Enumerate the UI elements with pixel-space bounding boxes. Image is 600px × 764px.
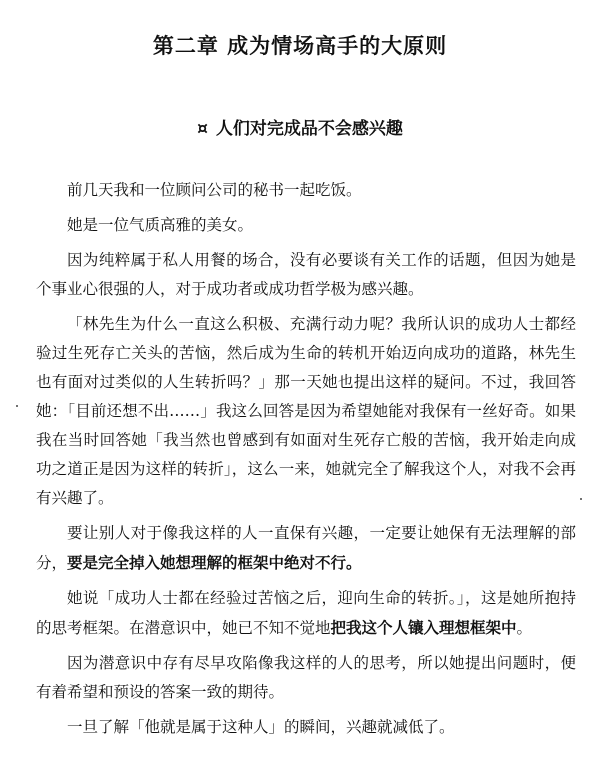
- paragraph-6-text: 她说「成功人士都在经验过苦恼之后，迎向生命的转折。」，这是她所抱持的思考框架。在潜意识中，她已不知不觉地: [36, 589, 576, 637]
- paragraph-5-emphasis: 要是完全掉入她想理解的框架中绝对不行。: [67, 553, 362, 572]
- paragraph-4: 「林先生为什么一直这么积极、充满行动力呢？我所认识的成功人士都经验过生死存亡关头的苦恼，然后成为生命的转机开始迈向成功的道路，林先生也有面对过类似的人生转折吗？」那一天她也提出这样的疑问。不过，我回答她：「目前还想不出……」我这么回答是因为希望她能对我保有一丝好奇。如果我在当时回答她「我当然也曾感到有如面对生死存亡般的苦恼，我开始走向成功之道正是因为这样的转折」，这么一来，她就完全了解我这个人，对我不会再有兴趣了。: [36, 315, 576, 507]
- chapter-title: 第二章 成为情场高手的大原则: [152, 34, 448, 58]
- paragraph-6: [36, 584, 576, 643]
- paragraph-6-end: 。: [516, 619, 533, 637]
- paragraph-6-emphasis: 把我这个人镶入理想框架中: [330, 618, 517, 637]
- paragraph-8: 一旦了解「他就是属于这种人」的瞬间，兴趣就减低了。: [67, 718, 455, 736]
- paragraph-7: 因为潜意识中存有尽早攻陷像我这样的人的思考，所以她提出问题时，便有着希望和预设的答案一致的期待。: [36, 654, 576, 701]
- body-text: [36, 176, 576, 748]
- section-heading: [0, 114, 600, 139]
- paragraph-1: 前几天我和一位顾问公司的秘书一起吃饭。: [67, 181, 362, 199]
- paragraph-5-text: 要让别人对于像我这样的人一直保有兴趣，一定要让她保有无法理解的部分，: [36, 524, 576, 572]
- scan-speck: [580, 498, 582, 500]
- scan-speck: [16, 405, 18, 407]
- section-marker-icon: ¤: [197, 119, 208, 139]
- paragraph-3: 因为纯粹属于私人用餐的场合，没有必要谈有关工作的话题，但因为她是个事业心很强的人，对于成功者或成功哲学极为感兴趣。: [36, 251, 576, 298]
- section-title: 人们对完成品不会感兴趣: [215, 119, 403, 139]
- paragraph-2: 她是一位气质高雅的美女。: [67, 216, 254, 234]
- paragraph-5: [36, 519, 576, 578]
